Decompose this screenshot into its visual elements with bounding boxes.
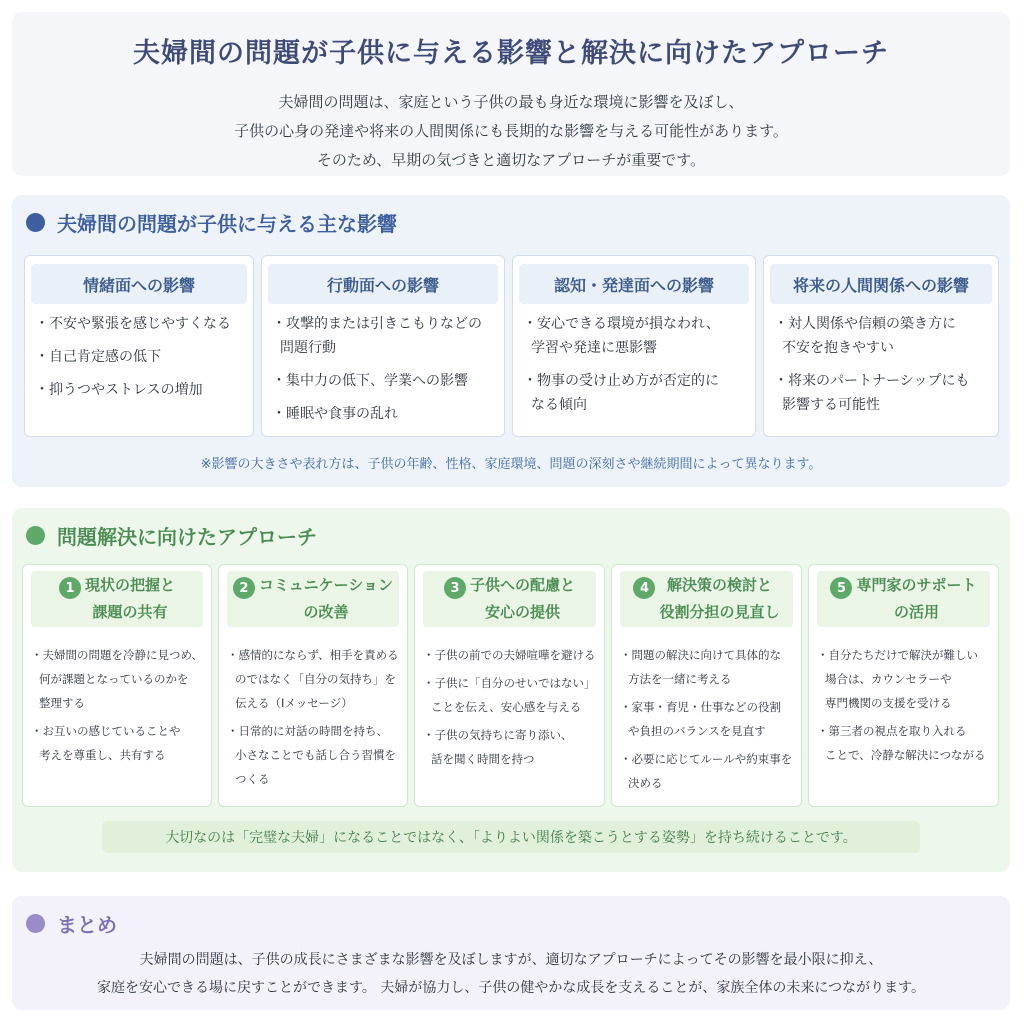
approach-card-header xyxy=(227,571,399,627)
approach-card-title: 子供への配慮と 安心の提供 xyxy=(469,576,575,621)
list-item: ・ 安心できる環境が損なわれ、 学習や発達に悪影響 xyxy=(523,312,749,360)
effect-card-title: 行動面への影響 xyxy=(268,264,498,304)
list-item: ・ 不安や緊張を感じやすくなる xyxy=(35,312,247,336)
approach-heading xyxy=(26,520,317,550)
approach-card-header xyxy=(620,571,793,627)
list-item: ・ 子供に「自分のせいではない」 ことを伝え、安心感を与える xyxy=(423,671,598,719)
list-item: ・ 子供の気持ちに寄り添い、 話を聞く時間を持つ xyxy=(423,723,598,771)
list-item: ・ 集中力の低下、学業への影響 xyxy=(272,369,498,393)
approach-heading-text: 問題解決に向けたアプローチ xyxy=(57,524,317,549)
list-item: ・ 自己肯定感の低下 xyxy=(35,345,247,369)
intro-line: そのため、早期の気づきと適切なアプローチが重要です。 xyxy=(316,151,706,169)
effect-card-list xyxy=(523,312,749,426)
approach-card-title: 専門家のサポート の活用 xyxy=(856,576,977,621)
effects-section xyxy=(12,195,1010,487)
intro-text xyxy=(12,88,1010,175)
number-badge-icon: 1 xyxy=(59,577,81,599)
list-item: ・ 物事の受け止め方が否定的に なる傾向 xyxy=(523,369,749,417)
list-item: ・ 子供の前での夫婦喧嘩を避ける xyxy=(423,643,598,667)
approach-card-1 xyxy=(22,564,212,807)
intro-line: 夫婦間の問題は、家庭という子供の最も身近な環境に影響を及ぼし、 xyxy=(278,93,744,111)
summary-line: 家庭を安心できる場に戻すことができます。 夫婦が協力し、子供の健やかな成長を支えることが、家族全体の未来につながります。 xyxy=(97,980,925,996)
list-item: ・ 夫婦間の問題を冷静に見つめ、 何が課題となっているのかを 整理する xyxy=(31,643,205,715)
effect-card-list xyxy=(272,312,498,435)
approach-card-title: コミュニケーション の改善 xyxy=(258,576,394,621)
page-title: 夫婦間の問題が子供に与える影響と解決に向けたアプローチ xyxy=(133,38,889,69)
list-item: ・ 睡眠や食事の乱れ xyxy=(272,402,498,426)
list-item: ・ 感情的にならず、相手を責める のではなく「自分の気持ち」を 伝える（Iメッセージ） xyxy=(227,643,401,715)
approach-card-list xyxy=(423,643,598,775)
approach-card-header xyxy=(423,571,596,627)
summary-bullet-dot-icon xyxy=(26,914,45,933)
list-item: ・ 攻撃的または引きこもりなどの 問題行動 xyxy=(272,312,498,360)
approach-card-list xyxy=(817,643,992,771)
effect-card-title: 将来の人間関係への影響 xyxy=(770,264,992,304)
approach-card-list xyxy=(620,643,795,799)
effect-card-title: 認知・発達面への影響 xyxy=(519,264,749,304)
list-item: ・ 必要に応じてルールや約束事を 決める xyxy=(620,747,795,795)
header-panel xyxy=(12,12,1010,176)
summary-line: 夫婦間の問題は、子供の成長にさまざまな影響を及ぼしますが、適切なアプローチによってその影響を最小限に抑え、 xyxy=(139,952,883,968)
approach-card-2 xyxy=(218,564,408,807)
list-item: ・ 日常的に対話の時間を持ち、 小さなことでも話し合う習慣を つくる xyxy=(227,719,401,791)
number-badge-icon: 5 xyxy=(830,577,852,599)
effect-card-title: 情緒面への影響 xyxy=(31,264,247,304)
effect-card-relationships xyxy=(763,255,999,437)
effects-heading xyxy=(26,207,397,237)
list-item: ・ 第三者の視点を取り入れる ことで、冷静な解決につながる xyxy=(817,719,992,767)
approach-card-header xyxy=(31,571,203,627)
list-item: ・ 対人関係や信頼の築き方に 不安を抱きやすい xyxy=(774,312,992,360)
number-badge-icon: 4 xyxy=(633,577,655,599)
effect-card-list xyxy=(35,312,247,411)
list-item: ・ お互いの感じていることや 考えを尊重し、共有する xyxy=(31,719,205,767)
summary-heading xyxy=(26,908,117,938)
effect-card-emotional xyxy=(24,255,254,437)
number-badge-icon: 3 xyxy=(444,577,466,599)
approach-card-header xyxy=(817,571,990,627)
effect-card-list xyxy=(774,312,992,426)
effect-card-behavioral xyxy=(261,255,505,437)
intro-line: 子供の心身の発達や将来の人間関係にも長期的な影響を与える可能性があります。 xyxy=(234,122,788,140)
approach-note: 大切なのは「完璧な夫婦」になることではなく、「よりよい関係を築こうとする姿勢」を持ち続けることです。 xyxy=(102,821,920,853)
list-item: ・ 問題の解決に向けて具体的な 方法を一緒に考える xyxy=(620,643,795,691)
effect-card-cognitive xyxy=(512,255,756,437)
summary-heading-text: まとめ xyxy=(57,912,117,937)
effects-note: ※影響の大きさや表れ方は、子供の年齢、性格、家庭環境、問題の深刻さや継続期間によって異なります。 xyxy=(200,457,822,472)
approach-card-5 xyxy=(808,564,999,807)
summary-text xyxy=(12,946,1010,1002)
number-badge-icon: 2 xyxy=(233,577,255,599)
list-item: ・ 抑うつやストレスの増加 xyxy=(35,378,247,402)
approach-card-list xyxy=(31,643,205,771)
approach-section xyxy=(12,508,1010,872)
effects-heading-text: 夫婦間の問題が子供に与える主な影響 xyxy=(57,211,397,236)
list-item: ・ 自分たちだけで解決が難しい 場合は、カウンセラーや 専門機関の支援を受ける xyxy=(817,643,992,715)
approach-card-4 xyxy=(611,564,802,807)
approach-card-title: 現状の把握と 課題の共有 xyxy=(84,576,175,621)
list-item: ・ 家事・育児・仕事などの役割 や負担のバランスを見直す xyxy=(620,695,795,743)
approach-bullet-dot-icon xyxy=(26,526,45,545)
effects-bullet-dot-icon xyxy=(26,213,45,232)
approach-card-3 xyxy=(414,564,605,807)
list-item: ・ 将来のパートナーシップにも 影響する可能性 xyxy=(774,369,992,417)
summary-section xyxy=(12,896,1010,1010)
approach-card-title: 解決策の検討と 役割分担の見直し xyxy=(659,576,780,621)
approach-card-list xyxy=(227,643,401,795)
